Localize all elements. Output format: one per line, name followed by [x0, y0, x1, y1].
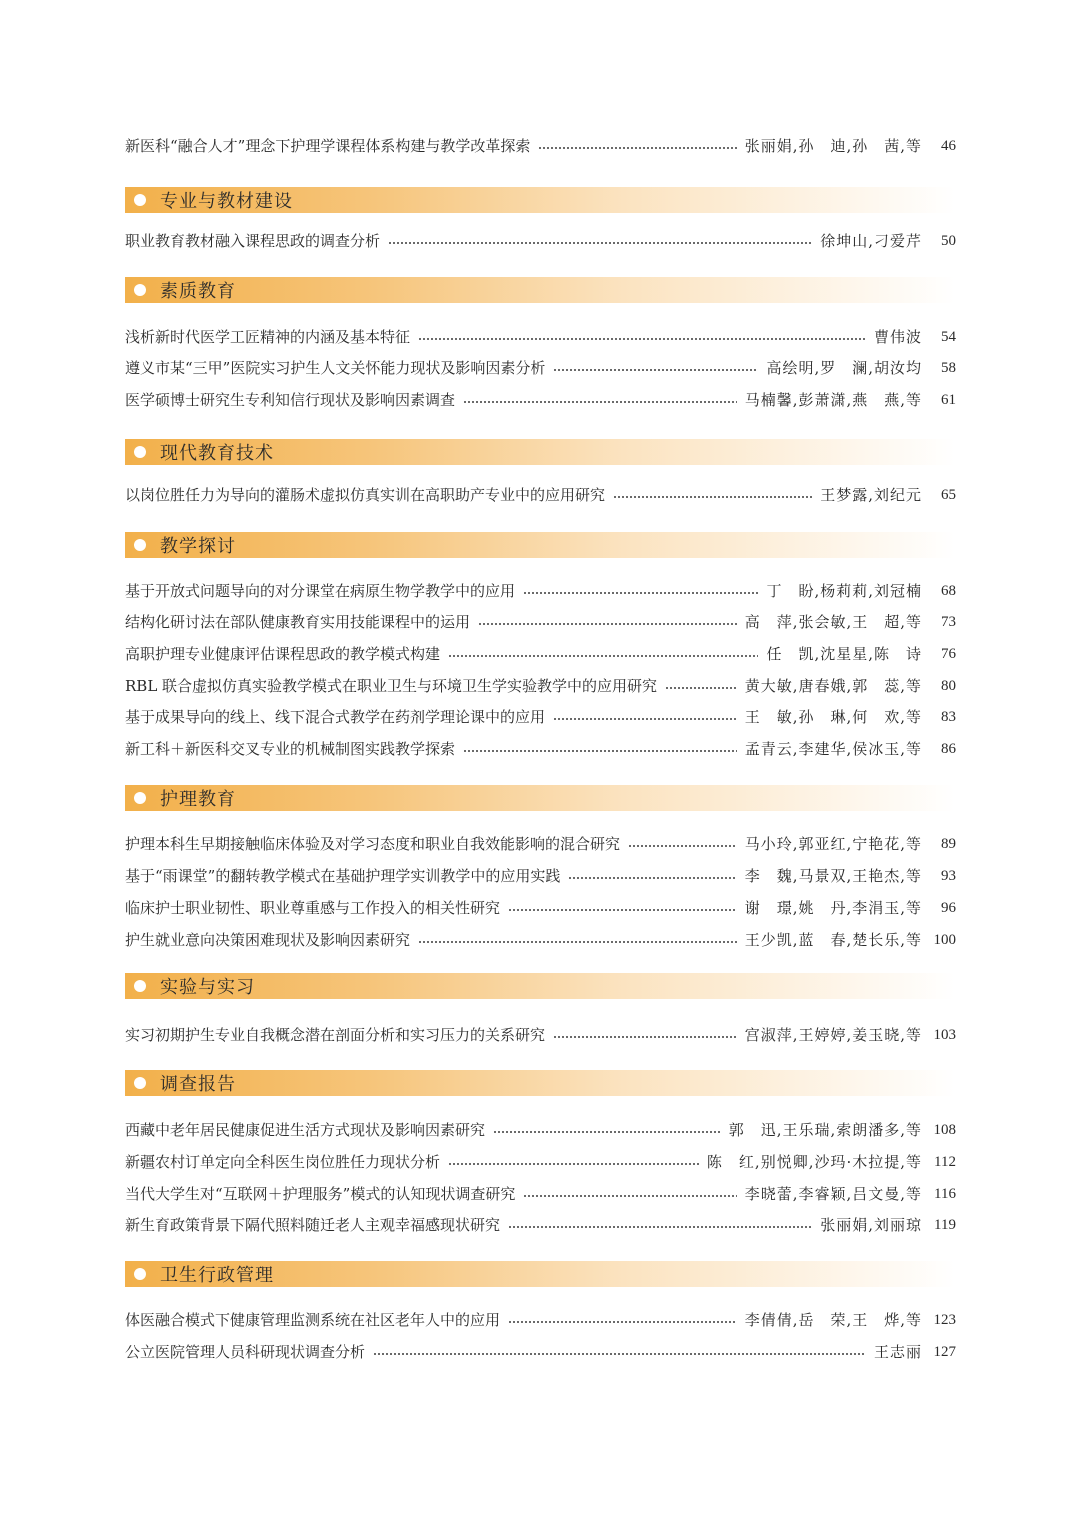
article-title[interactable]: 结构化研讨法在部队健康教育实用技能课程中的运用: [125, 613, 471, 631]
dot-leader: [538, 147, 736, 149]
toc-entry[interactable]: [125, 1150, 956, 1174]
toc-entry[interactable]: [125, 1308, 956, 1332]
article-title[interactable]: 护生就业意向决策困难现状及影响因素研究: [125, 931, 411, 949]
article-authors: 王 敏,孙 琳,何 欢,等: [744, 708, 922, 726]
toc-entry[interactable]: [125, 1182, 956, 1206]
section-title: 实验与实习: [160, 977, 255, 998]
article-title[interactable]: 高职护理专业健康评估课程思政的教学模式构建: [125, 645, 441, 663]
article-authors: 曹伟波: [873, 328, 922, 346]
toc-entry[interactable]: [125, 1213, 956, 1237]
article-title[interactable]: 新生育政策背景下隔代照料随迁老人主观幸福感现状研究: [125, 1216, 501, 1234]
dot-leader: [553, 369, 758, 371]
article-title[interactable]: RBL 联合虚拟仿真实验教学模式在职业卫生与环境卫生学实验教学中的应用研究: [125, 677, 658, 695]
toc-entry[interactable]: [125, 1118, 956, 1142]
article-authors: 宫淑萍,王婷婷,姜玉晓,等: [744, 1026, 922, 1044]
bullet-icon: [134, 980, 146, 992]
article-authors: 王少凯,蓝 春,楚长乐,等: [744, 931, 922, 949]
page-number: 108: [933, 1122, 956, 1138]
section-title: 专业与教材建设: [160, 191, 293, 212]
article-title[interactable]: 新工科＋新医科交叉专业的机械制图实践教学探索: [125, 740, 456, 758]
toc-entry[interactable]: [125, 483, 956, 507]
page-number: 73: [941, 614, 956, 630]
page-number: 96: [941, 900, 956, 916]
section-header: [125, 187, 955, 213]
page-number: 112: [934, 1154, 956, 1170]
article-title[interactable]: 以岗位胜任力为导向的灌肠术虚拟仿真实训在高职助产专业中的应用研究: [125, 486, 606, 504]
page-number: 127: [933, 1344, 956, 1360]
toc-entry[interactable]: [125, 737, 956, 761]
article-authors: 王梦露,刘纪元: [820, 486, 922, 504]
dot-leader: [478, 623, 737, 625]
dot-leader: [448, 1163, 699, 1165]
toc-entry[interactable]: [125, 674, 956, 698]
section-title: 现代教育技术: [160, 443, 274, 464]
page-number: 89: [941, 836, 956, 852]
article-authors: 张丽娟,刘丽琼: [820, 1216, 922, 1234]
dot-leader: [553, 718, 737, 720]
section-header: [125, 785, 955, 811]
article-title[interactable]: 基于成果导向的线上、线下混合式教学在药剂学理论课中的应用: [125, 708, 546, 726]
page-number: 58: [941, 360, 956, 376]
section-title: 调查报告: [160, 1074, 236, 1095]
dot-leader: [418, 941, 737, 943]
dot-leader: [448, 655, 758, 657]
page-number: 68: [941, 583, 956, 599]
article-title[interactable]: 职业教育教材融入课程思政的调查分析: [125, 232, 381, 250]
page-number: 46: [941, 138, 956, 154]
article-authors: 高 萍,张会敏,王 超,等: [744, 613, 922, 631]
article-authors: 张丽娟,孙 迪,孙 茜,等: [744, 137, 922, 155]
article-authors: 孟青云,李建华,侯冰玉,等: [744, 740, 922, 758]
page-number: 61: [941, 392, 956, 408]
page-number: 80: [941, 678, 956, 694]
article-authors: 谢 璟,姚 丹,李涓玉,等: [744, 899, 922, 917]
page-number: 76: [941, 646, 956, 662]
section-title: 教学探讨: [160, 536, 236, 557]
article-title[interactable]: 临床护士职业韧性、职业尊重感与工作投入的相关性研究: [125, 899, 501, 917]
article-title[interactable]: 西藏中老年居民健康促进生活方式现状及影响因素研究: [125, 1121, 486, 1139]
article-title[interactable]: 实习初期护生专业自我概念潜在剖面分析和实习压力的关系研究: [125, 1026, 546, 1044]
article-title[interactable]: 新疆农村订单定向全科医生岗位胜任力现状分析: [125, 1153, 441, 1171]
section-title: 卫生行政管理: [160, 1265, 274, 1286]
toc-entry[interactable]: [125, 896, 956, 920]
article-authors: 王志丽: [873, 1343, 922, 1361]
article-title[interactable]: 公立医院管理人员科研现状调查分析: [125, 1343, 366, 1361]
article-authors: 任 凯,沈星星,陈 诗: [766, 645, 922, 663]
bullet-icon: [134, 1268, 146, 1280]
dot-leader: [523, 592, 758, 594]
toc-entry[interactable]: [125, 1023, 956, 1047]
toc-entry[interactable]: [125, 705, 956, 729]
section-header: [125, 532, 955, 558]
dot-leader: [553, 1036, 737, 1038]
page-number: 116: [934, 1186, 956, 1202]
dot-leader: [628, 845, 737, 847]
article-authors: 李晓蕾,李睿颖,吕文曼,等: [744, 1185, 922, 1203]
toc-entry[interactable]: [125, 832, 956, 856]
toc-entry[interactable]: [125, 579, 956, 603]
article-title[interactable]: 当代大学生对“互联网＋护理服务”模式的认知现状调查研究: [125, 1185, 516, 1203]
bullet-icon: [134, 792, 146, 804]
bullet-icon: [134, 194, 146, 206]
dot-leader: [568, 877, 736, 879]
section-title: 素质教育: [160, 281, 236, 302]
section-header: [125, 439, 955, 465]
page-number: 119: [934, 1217, 956, 1233]
article-authors: 李倩倩,岳 荣,王 烨,等: [744, 1311, 922, 1329]
article-authors: 马楠馨,彭萧潇,燕 燕,等: [744, 391, 922, 409]
toc-entry[interactable]: [125, 325, 956, 349]
page-number: 100: [933, 932, 956, 948]
page-number: 54: [941, 329, 956, 345]
bullet-icon: [134, 446, 146, 458]
article-authors: 高绘明,罗 澜,胡汝均: [766, 359, 922, 377]
toc-entry[interactable]: [125, 642, 956, 666]
article-authors: 陈 红,别悦卿,沙玛·木拉提,等: [706, 1153, 922, 1171]
section-header: [125, 1070, 955, 1096]
toc-entry[interactable]: [125, 134, 956, 158]
toc-entry[interactable]: [125, 229, 956, 253]
article-title[interactable]: 护理本科生早期接触临床体验及对学习态度和职业自我效能影响的混合研究: [125, 835, 621, 853]
bullet-icon: [134, 539, 146, 551]
page-number: 86: [941, 741, 956, 757]
dot-leader: [463, 750, 737, 752]
dot-leader: [508, 909, 737, 911]
page-number: 83: [941, 709, 956, 725]
toc-entry[interactable]: [125, 610, 956, 634]
dot-leader: [373, 1353, 866, 1355]
article-title[interactable]: 浅析新时代医学工匠精神的内涵及基本特征: [125, 328, 411, 346]
page-number: 50: [941, 233, 956, 249]
dot-leader: [613, 496, 812, 498]
bullet-icon: [134, 284, 146, 296]
article-title[interactable]: 医学硕博士研究生专利知信行现状及影响因素调查: [125, 391, 456, 409]
toc-entry[interactable]: [125, 928, 956, 952]
article-authors: 马小玲,郭亚红,宁艳花,等: [744, 835, 922, 853]
toc-entry[interactable]: [125, 1340, 956, 1364]
article-title[interactable]: 体医融合模式下健康管理监测系统在社区老年人中的应用: [125, 1311, 501, 1329]
article-authors: 徐坤山,刁爱芹: [820, 232, 922, 250]
page-number: 103: [933, 1027, 956, 1043]
toc-entry[interactable]: [125, 864, 956, 888]
dot-leader: [388, 242, 812, 244]
article-authors: 郭 迅,王乐瑞,索朗潘多,等: [728, 1121, 922, 1139]
article-title[interactable]: 遵义市某“三甲”医院实习护生人文关怀能力现状及影响因素分析: [125, 359, 546, 377]
article-title[interactable]: 基于“雨课堂”的翻转教学模式在基础护理学实训教学中的应用实践: [125, 867, 561, 885]
page-number: 65: [941, 487, 956, 503]
bullet-icon: [134, 1077, 146, 1089]
toc-entry[interactable]: [125, 388, 956, 412]
dot-leader: [493, 1131, 721, 1133]
dot-leader: [463, 401, 737, 403]
dot-leader: [665, 687, 737, 689]
article-title[interactable]: 基于开放式问题导向的对分课堂在病原生物学教学中的应用: [125, 582, 516, 600]
dot-leader: [418, 338, 866, 340]
dot-leader: [508, 1321, 737, 1323]
toc-entry[interactable]: [125, 356, 956, 380]
article-authors: 李 魏,马景双,王艳杰,等: [744, 867, 922, 885]
section-title: 护理教育: [160, 789, 236, 810]
section-header: [125, 1261, 955, 1287]
article-title[interactable]: 新医科“融合人才”理念下护理学课程体系构建与教学改革探索: [125, 137, 531, 155]
dot-leader: [508, 1226, 812, 1228]
article-authors: 丁 盼,杨莉莉,刘冠楠: [766, 582, 922, 600]
section-header: [125, 973, 955, 999]
page-number: 123: [933, 1312, 956, 1328]
article-authors: 黄大敏,唐春娥,郭 蕊,等: [744, 677, 922, 695]
page-number: 93: [941, 868, 956, 884]
section-header: [125, 277, 955, 303]
dot-leader: [523, 1195, 736, 1197]
